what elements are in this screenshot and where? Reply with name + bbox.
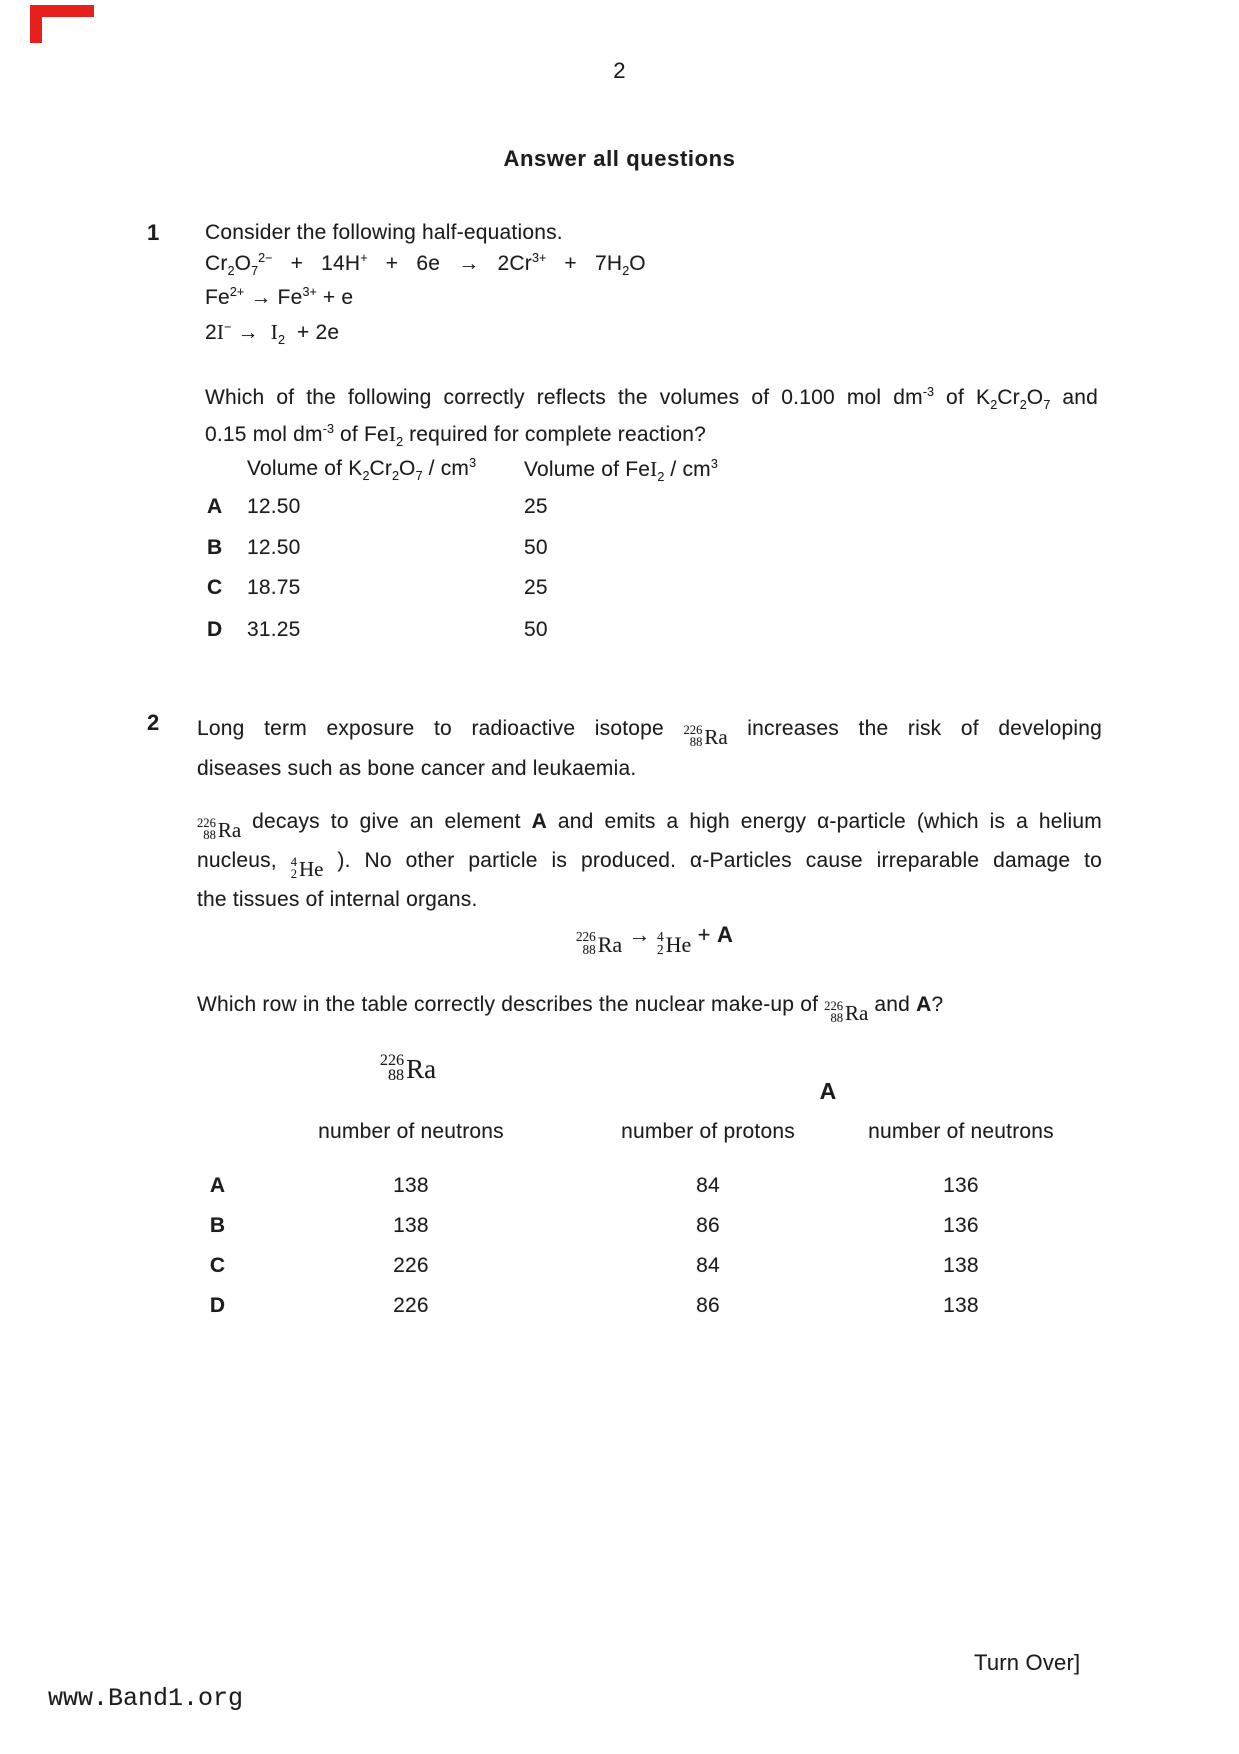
- q2-table-ra-header: [338, 1042, 478, 1085]
- volume-k2cr2o7: 31.25: [247, 618, 301, 641]
- nuclide-notation: 226 88 Ra: [824, 999, 869, 1026]
- q2-paragraph-2: [197, 804, 1102, 918]
- website-footer: www.Band1.org: [48, 1684, 244, 1713]
- nuclide-notation: 226 88 Ra: [575, 929, 623, 957]
- red-corner-mark-horizontal: [30, 5, 94, 17]
- volume-k2cr2o7: 12.50: [247, 536, 301, 559]
- option-letter: D: [209, 1294, 226, 1317]
- q2-para2-line3: the tissues of internal organs.: [197, 887, 478, 911]
- a-protons: 84: [696, 1254, 720, 1277]
- q2-para1-line2: diseases such as bone cancer and leukaemia.: [197, 756, 637, 780]
- q1-half-equation-1: $Cr_2O_7^{2-} + 14H^+ + 6e \to 2Cr^{3+} + 7H_2O$: [205, 251, 646, 279]
- option-letter: A: [209, 1174, 226, 1197]
- ra-neutrons: 226: [393, 1254, 429, 1277]
- q2-col-header-a-protons: number of protons: [621, 1120, 795, 1143]
- q1-intro: Consider the following half-equations.: [205, 221, 563, 244]
- q2-decay-equation: 226 88 Ra → 4 2 He + A: [575, 922, 734, 957]
- q2-col-header-a-neutrons: number of neutrons: [868, 1120, 1054, 1143]
- volume-k2cr2o7: 12.50: [247, 495, 301, 518]
- a-neutrons: 136: [943, 1174, 979, 1197]
- volume-fei2: 50: [524, 536, 548, 559]
- nuclide-notation: 4 2 He: [657, 929, 692, 957]
- option-letter: C: [207, 576, 223, 599]
- volume-fei2: 50: [524, 618, 548, 641]
- a-neutrons: 138: [943, 1254, 979, 1277]
- q2-paragraph-1: [197, 710, 1102, 788]
- a-neutrons: 138: [943, 1294, 979, 1317]
- volume-fei2: 25: [524, 495, 548, 518]
- ra-neutrons: 138: [393, 1214, 429, 1237]
- q2-para1-line1: Long term exposure to radioactive isotope 226 88 Ra increases the risk of developing: [197, 717, 1102, 750]
- nuclide-notation: 226 88 Ra: [379, 1051, 437, 1085]
- q2-question: Which row in the table correctly describes the nuclear make-up of 226 88 Ra and A?: [197, 993, 944, 1026]
- q1-half-equation-3: $2I^- \to I_2 + 2e$: [205, 320, 340, 348]
- q1-table-col2-header: Volume of $FeI_2 / cm^3$: [524, 457, 718, 485]
- q2-number: 2: [147, 710, 160, 735]
- volume-fei2: 25: [524, 576, 548, 599]
- q2-table-a-header: A: [819, 1078, 837, 1104]
- option-letter: C: [209, 1254, 226, 1277]
- q1-question-line1: Which of the following correctly reflects the volumes of 0.100 mol $dm^{-3}$ of $K_2Cr_2O_7$ and: [205, 385, 1098, 413]
- option-letter: B: [209, 1214, 226, 1237]
- nuclide-notation: 4 2 He: [290, 854, 324, 882]
- option-letter: D: [207, 618, 223, 641]
- a-protons: 86: [696, 1294, 720, 1317]
- nuclide-notation: 226 88 Ra: [197, 816, 242, 843]
- turn-over-label: Turn Over]: [974, 1650, 1081, 1675]
- q1-number: 1: [147, 220, 160, 245]
- ra-neutrons: 138: [393, 1174, 429, 1197]
- a-neutrons: 136: [943, 1214, 979, 1237]
- q2-para2-line2: nucleus, 4 2 He ). No other particle is produced. α-Particles cause irreparable damage to: [197, 848, 1103, 882]
- volume-k2cr2o7: 18.75: [247, 576, 301, 599]
- a-protons: 86: [696, 1214, 720, 1237]
- ra-neutrons: 226: [393, 1294, 429, 1317]
- page-heading: Answer all questions: [503, 146, 736, 171]
- q1-question-line2: 0.15 mol $dm^{-3}$ of FeI$_2$ required for complete reaction?: [205, 422, 706, 450]
- option-letter: B: [207, 536, 223, 559]
- q1-table-col1-header: Volume of $K_2Cr_2O_7 / cm^3$: [247, 456, 477, 484]
- a-protons: 84: [696, 1174, 720, 1197]
- q1-question: [205, 380, 1098, 453]
- nuclide-notation: 226 88 Ra: [683, 723, 728, 750]
- q2-para2-line1: 226 88 Ra decays to give an element A and emits a high energy α-particle (which is a helium: [197, 810, 1102, 843]
- q1-half-equation-2: $Fe^{2+} \to Fe^{3+} + e$: [205, 285, 354, 309]
- option-letter: A: [207, 495, 223, 518]
- q2-col-header-ra-neutrons: number of neutrons: [318, 1120, 504, 1143]
- page-number: 2: [613, 58, 626, 83]
